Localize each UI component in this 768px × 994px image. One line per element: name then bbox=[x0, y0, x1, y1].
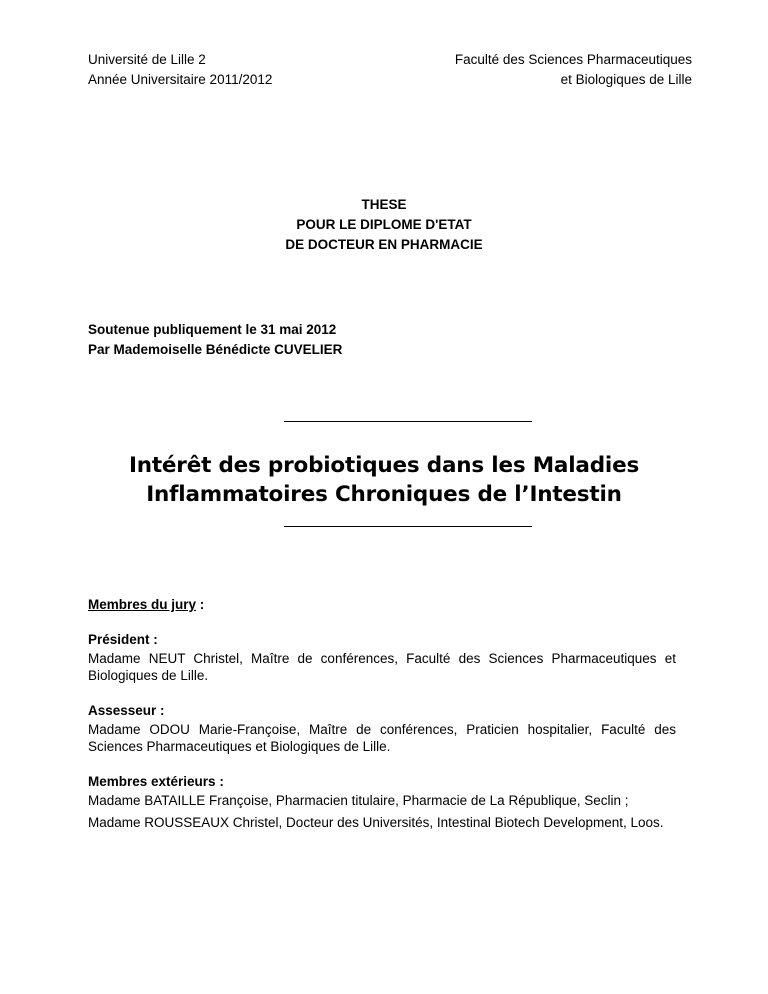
thesis-title bbox=[0, 451, 768, 509]
thesis-heading-line1: THESE bbox=[361, 197, 407, 212]
assesseur-label: Assesseur : bbox=[88, 703, 165, 718]
header-university bbox=[88, 50, 272, 90]
jury-section bbox=[88, 596, 676, 831]
thesis-heading-line3: DE DOCTEUR EN PHARMACIE bbox=[285, 237, 483, 252]
author: Par Mademoiselle Bénédicte CUVELIER bbox=[88, 342, 343, 357]
title-rule-top bbox=[284, 421, 532, 422]
exterieur-member: Madame BATAILLE Françoise, Pharmacien titulaire, Pharmacie de La République, Seclin ; bbox=[88, 793, 629, 808]
thesis-heading bbox=[0, 195, 768, 255]
thesis-title-line1: Intérêt des probiotiques dans les Maladies bbox=[128, 453, 640, 478]
jury-heading bbox=[88, 596, 676, 613]
defense-date: Soutenue publiquement le 31 mai 2012 bbox=[88, 322, 337, 337]
exterieurs-label: Membres extérieurs : bbox=[88, 774, 224, 789]
faculty-name-line2: et Biologiques de Lille bbox=[560, 72, 692, 87]
jury-heading-suffix: : bbox=[196, 597, 205, 612]
header-faculty bbox=[455, 50, 692, 90]
thesis-heading-line2: POUR LE DIPLOME D'ETAT bbox=[296, 217, 472, 232]
thesis-title-line2: Inflammatoires Chroniques de l’Intestin bbox=[146, 482, 622, 507]
defense-info bbox=[88, 320, 342, 360]
title-rule-bottom bbox=[284, 526, 532, 527]
academic-year: Année Universitaire 2011/2012 bbox=[88, 72, 273, 87]
exterieur-member: Madame ROUSSEAUX Christel, Docteur des Universités, Intestinal Biotech Development, Loos. bbox=[88, 815, 664, 830]
president-text: Madame NEUT Christel, Maître de conférences, Faculté des Sciences Pharmaceutiques et Biologiques de Lille. bbox=[88, 651, 676, 683]
assesseur-text: Madame ODOU Marie-Françoise, Maître de conférences, Praticien hospitalier, Faculté des Sciences Pharmaceutiques et Biologiques de Lille. bbox=[88, 722, 676, 754]
jury-heading-label: Membres du jury bbox=[88, 597, 197, 612]
university-name: Université de Lille 2 bbox=[88, 52, 206, 67]
faculty-name-line1: Faculté des Sciences Pharmaceutiques bbox=[454, 52, 692, 67]
president-label: Président : bbox=[88, 632, 158, 647]
